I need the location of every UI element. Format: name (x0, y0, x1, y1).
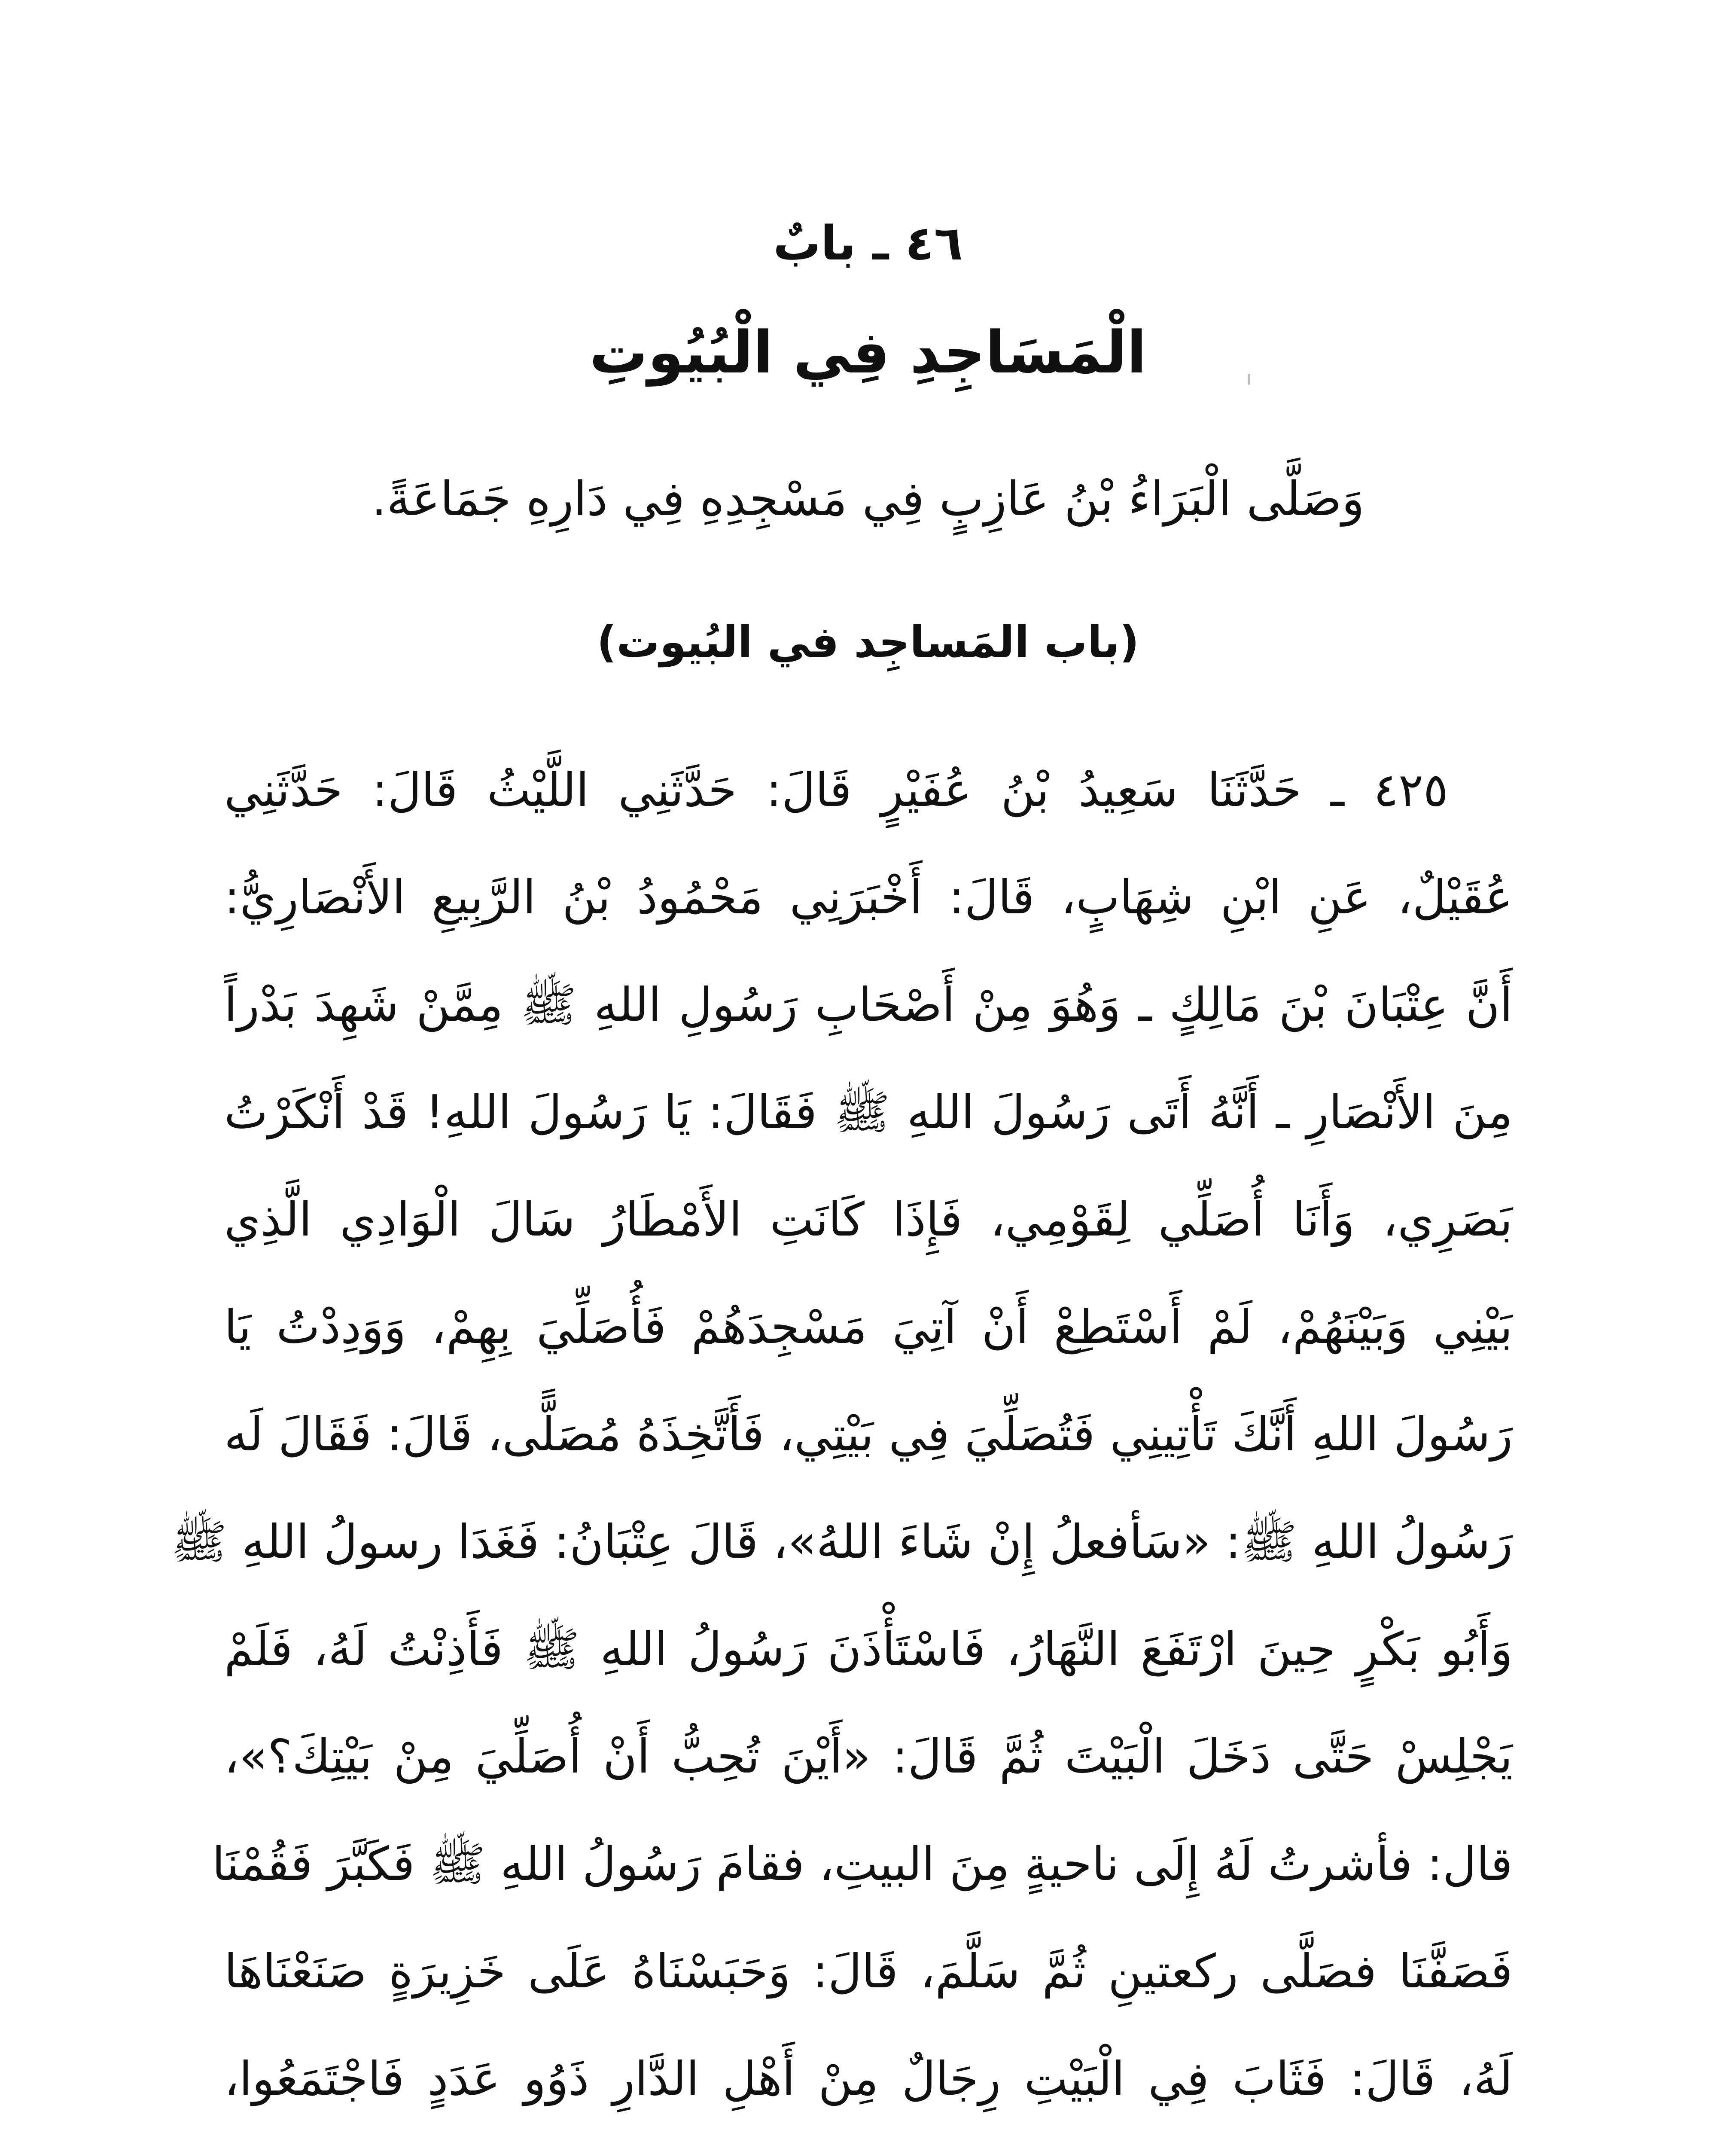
hadith-line: أَنَّ عِتْبَانَ بْنَ مَالِكٍ ـ وَهُوَ مِنْ أَصْحَابِ رَسُولِ اللهِ ﷺ مِمَّنْ شَهِدَ بَدْراً (224, 978, 1513, 1032)
hadith-line: رَسُولُ اللهِ ﷺ: «سَأفعلُ إِنْ شَاءَ اللهُ»، قَالَ عِتْبَانُ: فَغَدَا رسولُ اللهِ ﷺ (171, 1515, 1513, 1569)
hadith-line: رَسُولَ اللهِ أَنَّكَ تَأْتِينِي فَتُصَلِّيَ فِي بَيْتِي، فَأَتَّخِذَهُ مُصَلًّى، قَالَ: فَقَالَ لَه (224, 1408, 1513, 1461)
sub-heading: (باب المَساجِد في البُيوت) (597, 617, 1139, 667)
hadith-line: عُقَيْلٌ، عَنِ ابْنِ شِهَابٍ، قَالَ: أَخْبَرَنِي مَحْمُودُ بْنُ الرَّبِيعِ الأَنْصَارِيُّ: (224, 871, 1513, 924)
hadith-line: ٤٢٥ ـ حَدَّثَنَا سَعِيدُ بْنُ عُفَيْرٍ قَالَ: حَدَّثَنِي اللَّيْثُ قَالَ: حَدَّثَنِي (224, 763, 1448, 817)
chapter-intro: وَصَلَّى الْبَرَاءُ بْنُ عَازِبٍ فِي مَسْجِدِهِ فِي دَارِهِ جَمَاعَةً. (372, 471, 1364, 526)
hadith-line: فَصَفَّنَا فصَلَّى ركعتينِ ثُمَّ سَلَّمَ، قَالَ: وَحَبَسْنَاهُ عَلَى خَزِيرَةٍ صَنَعْنَاهَا (224, 1945, 1513, 1998)
hadith-line: لَهُ، قَالَ: فَثَابَ فِي الْبَيْتِ رِجَالٌ مِنْ أَهْلِ الدَّارِ ذَوُو عَدَدٍ فَاجْتَمَعُوا، (224, 2052, 1513, 2106)
hadith-line: بَيْنِي وَبَيْنَهُمْ، لَمْ أَسْتَطِعْ أَنْ آتِيَ مَسْجِدَهُمْ فَأُصَلِّيَ بِهِمْ، وَوَدِدْتُ يَا (224, 1300, 1513, 1354)
chapter-number: ٤٦ ـ بابٌ (773, 216, 963, 271)
hadith-line (224, 2139, 1513, 2148)
hadith-line: بَصَرِي، وَأَنَا أُصَلِّي لِقَوْمِي، فَإِذَا كَانَتِ الأَمْطَارُ سَالَ الْوَادِي الَّذِي (224, 1193, 1513, 1247)
scan-speck (1248, 374, 1250, 385)
hadith-line: يَجْلِسْ حَتَّى دَخَلَ الْبَيْتَ ثُمَّ قَالَ: «أَيْنَ تُحِبُّ أَنْ أُصَلِّيَ مِنْ بَيْتِكَ؟»، (224, 1730, 1513, 1784)
hadith-text (171, 743, 1513, 2148)
hadith-line: قال: فأشرتُ لَهُ إِلَى ناحيةٍ مِنَ البيتِ، فقامَ رَسُولُ اللهِ ﷺ فَكَبَّرَ فَقُمْنَا (212, 1837, 1513, 1891)
hadith-line: مِنَ الأَنْصَارِ ـ أَنَّهُ أَتَى رَسُولَ اللهِ ﷺ فَقَالَ: يَا رَسُولَ اللهِ! قَدْ أَنْكَرْتُ (224, 1086, 1513, 1139)
hadith-line: وَأَبُو بَكْرٍ حِينَ ارْتَفَعَ النَّهَارُ، فَاسْتَأْذَنَ رَسُولُ اللهِ ﷺ فَأَذِنْتُ لَهُ، فَلَمْ (224, 1623, 1513, 1676)
chapter-title: الْمَسَاجِدِ فِي الْبُيُوتِ (589, 319, 1147, 386)
